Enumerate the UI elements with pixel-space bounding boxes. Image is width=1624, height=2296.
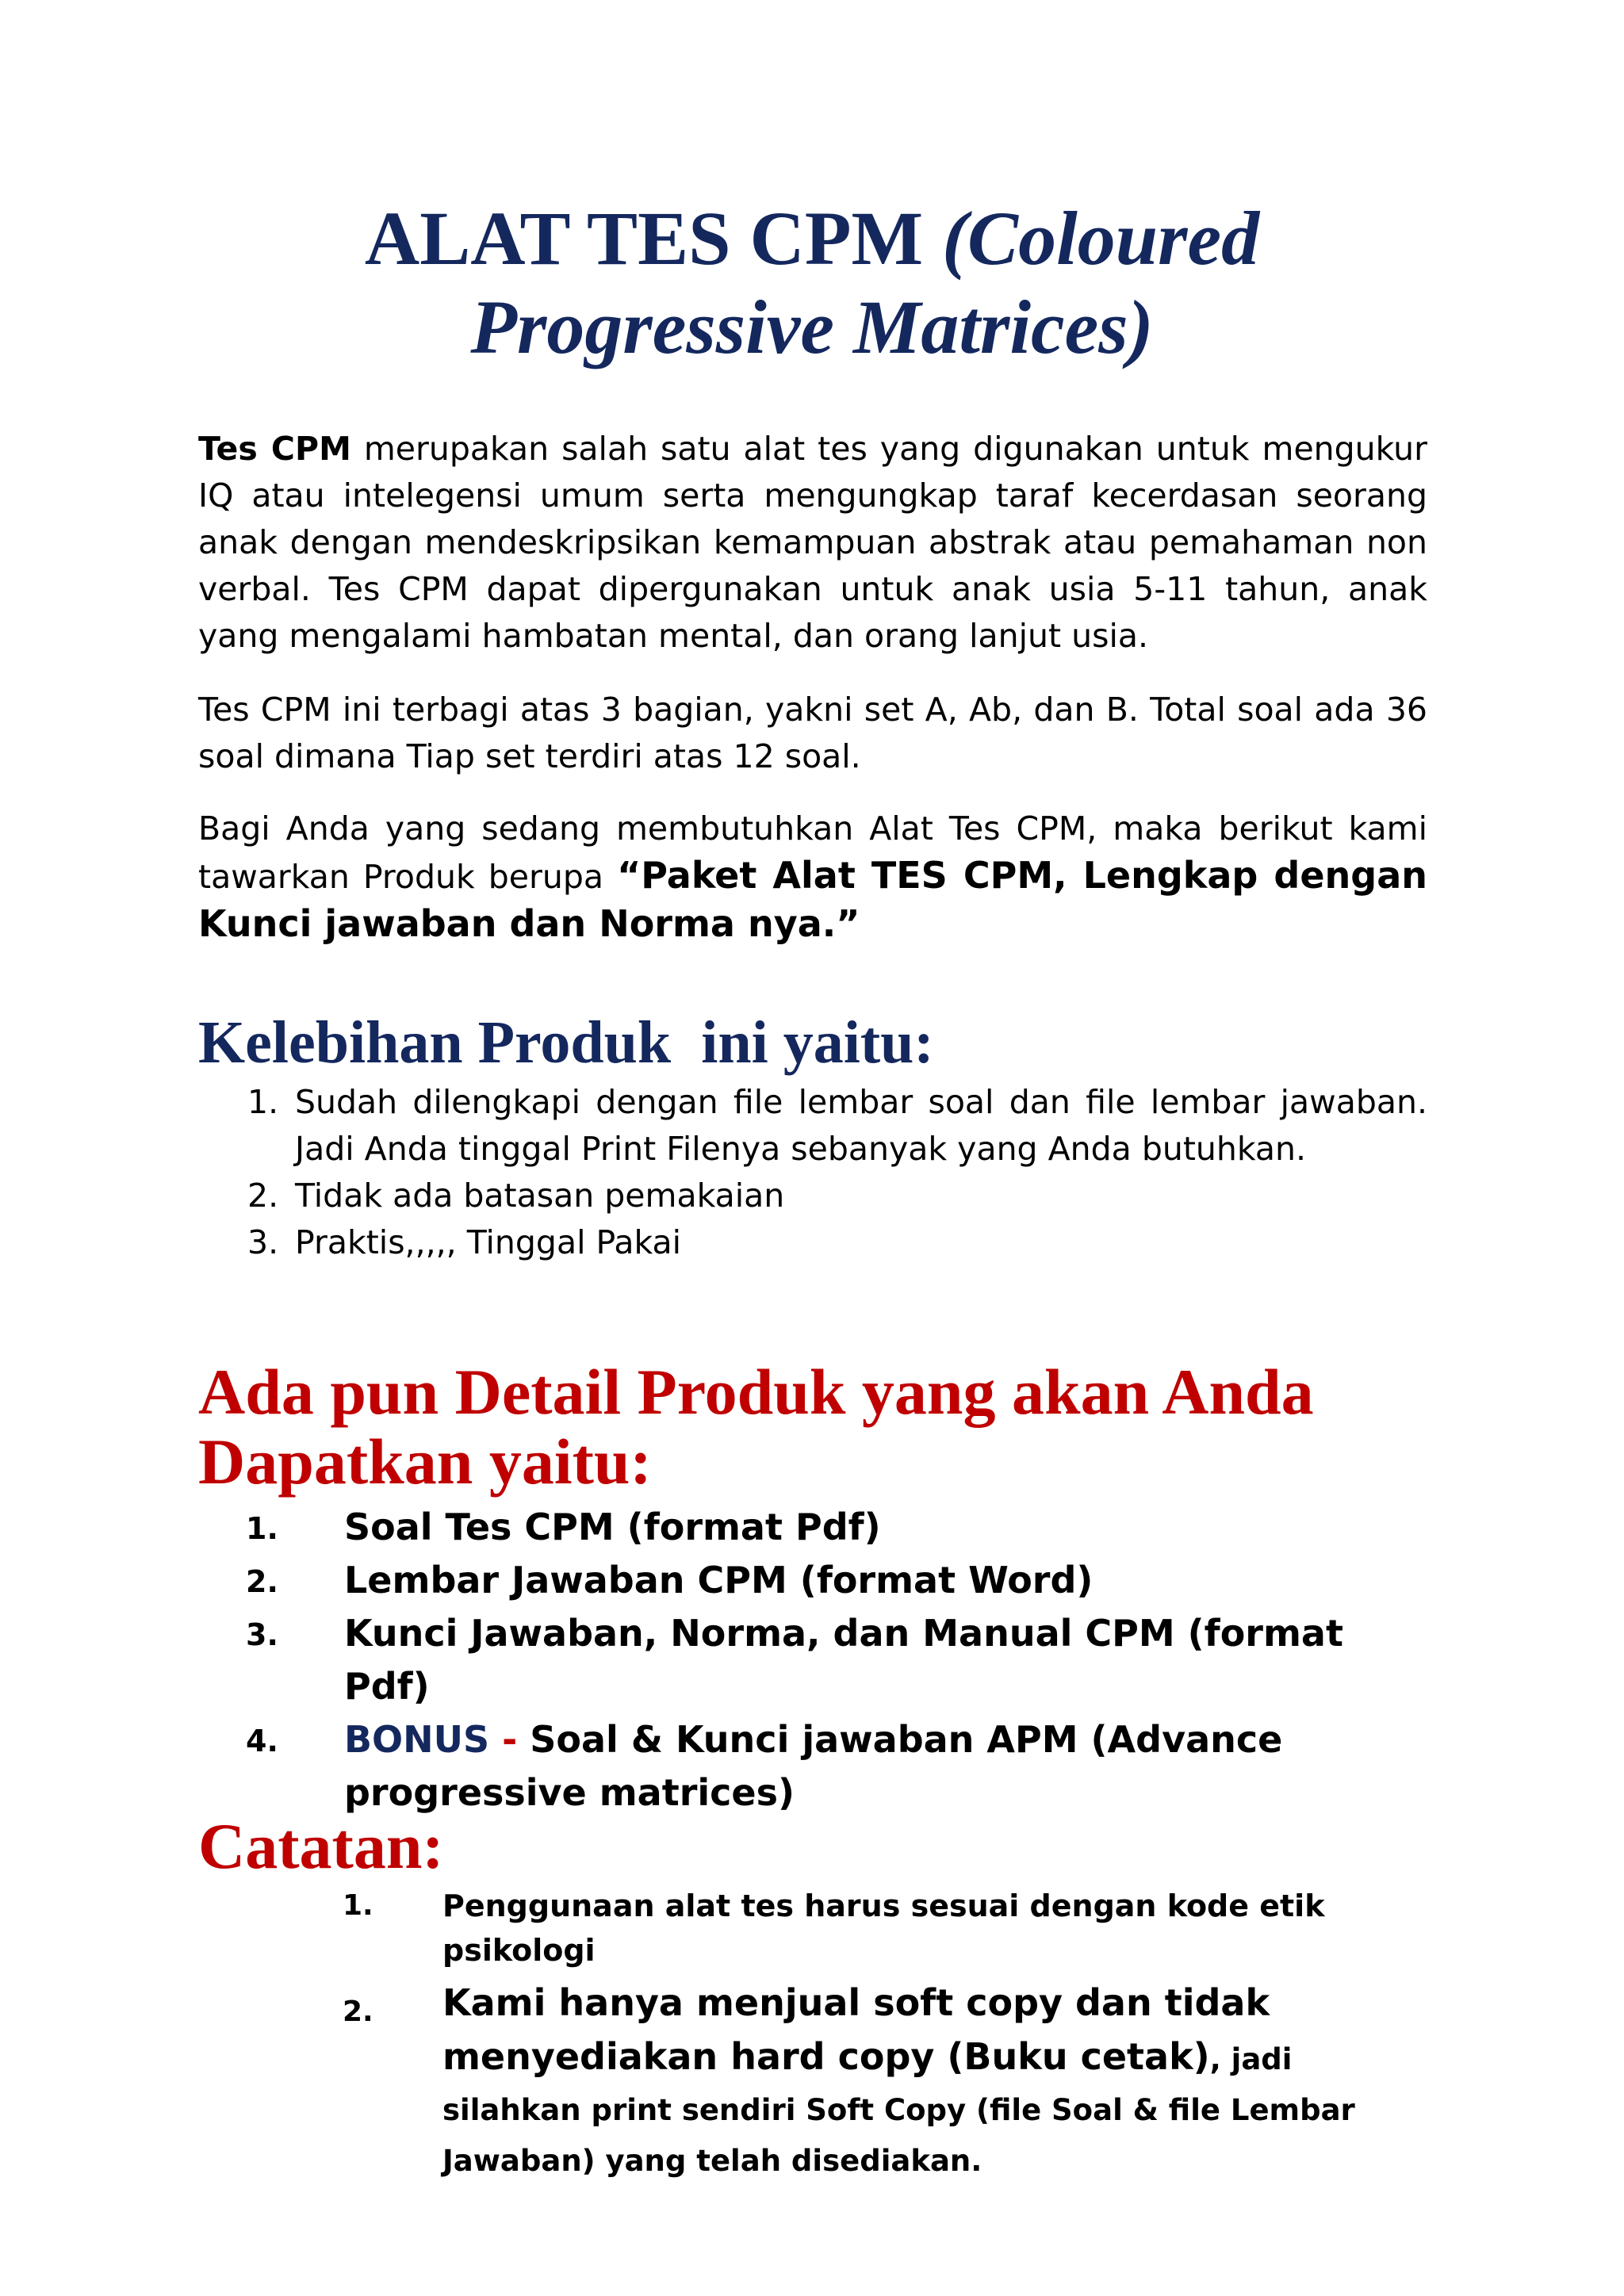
item-text: Lembar Jawaban CPM (format Word)	[344, 1559, 1094, 1601]
advantages-list	[198, 1079, 1427, 1266]
item-number: 3.	[246, 1617, 278, 1652]
list-item-bonus	[198, 1713, 1427, 1820]
advantages-heading: Kelebihan Produk ini yaitu:	[198, 1009, 934, 1076]
title-plain: ALAT TES CPM	[364, 196, 943, 281]
item-number: 3.	[247, 1223, 279, 1261]
notes-heading: Catatan:	[198, 1810, 444, 1882]
list-item	[198, 1501, 1427, 1554]
intro-text: merupakan salah satu alat tes yang digunakan untuk mengukur IQ atau intelegensi umum serta mengungkap taraf kecerdasan seorang anak dengan mendeskripsikan kemampuan abstrak atau pemahaman non verbal. Tes CPM dapat dipergunakan untuk anak usia 5-11 tahun, anak yang mengalami hambatan mental, dan orang lanjut usia.	[198, 430, 1427, 655]
item-number: 1.	[247, 1083, 279, 1121]
item-number: 1.	[343, 1889, 373, 1922]
item-text: Penggunaan alat tes harus sesuai dengan kode etik psikologi	[442, 1888, 1325, 1968]
sets-paragraph: Tes CPM ini terbagi atas 3 bagian, yakni set A, Ab, dan B. Total soal ada 36 soal dimana Tiap set terdiri atas 12 soal.	[198, 691, 1427, 775]
item-number: 4.	[246, 1724, 278, 1758]
offer-text: Bagi Anda yang sedang membutuhkan Alat Tes CPM, maka berikut kami tawarkan Produk berupa	[198, 809, 1427, 896]
list-item	[198, 1173, 1427, 1219]
item-number: 2.	[343, 1996, 373, 2028]
item-text: Kunci Jawaban, Norma, dan Manual CPM (format Pdf)	[344, 1612, 1343, 1708]
document-title	[198, 194, 1426, 372]
item-text: Sudah dilengkapi dengan file lembar soal dan file lembar jawaban. Jadi Anda tinggal Print Filenya sebanyak yang Anda butuhkan.	[295, 1083, 1427, 1168]
list-item	[198, 1079, 1427, 1173]
intro-paragraph	[198, 426, 1427, 660]
bonus-label: BONUS	[344, 1718, 490, 1761]
note-text-large: Kami hanya menjual soft copy dan tidak menyediakan hard copy (Buku cetak)	[442, 1981, 1270, 2078]
item-number: 2.	[247, 1177, 279, 1215]
list-item	[198, 1219, 1427, 1266]
offer-highlight: “Paket Alat TES CPM, Lengkap dengan Kunci jawaban dan Norma nya.”	[198, 854, 1427, 945]
item-number: 1.	[246, 1511, 278, 1546]
bonus-dash: -	[489, 1718, 530, 1761]
notes-list	[198, 1884, 1435, 2187]
list-item	[198, 1607, 1427, 1713]
offer-paragraph	[198, 806, 1427, 949]
item-text: Tidak ada batasan pemakaian	[295, 1177, 785, 1215]
item-text: Soal & Kunci jawaban APM (Advance progressive matrices)	[344, 1718, 1283, 1814]
item-text: Praktis,,,,, Tinggal Pakai	[295, 1223, 682, 1261]
details-list	[198, 1501, 1427, 1820]
title-italic-2: Progressive Matrices)	[470, 285, 1154, 369]
intro-lead: Tes CPM	[198, 430, 351, 468]
list-item	[198, 1554, 1427, 1607]
title-italic-1: (Coloured	[942, 196, 1260, 281]
details-heading: Ada pun Detail Produk yang akan Anda Dapatkan yaitu:	[198, 1356, 1314, 1498]
list-item	[198, 1884, 1435, 1973]
item-text: Soal Tes CPM (format Pdf)	[344, 1506, 881, 1548]
note-text-small: , jadi silahkan print sendiri Soft Copy (file Soal & file Lembar Jawaban) yang telah disediakan.	[442, 2042, 1355, 2178]
item-number: 2.	[246, 1564, 278, 1599]
list-item	[198, 1977, 1435, 2187]
